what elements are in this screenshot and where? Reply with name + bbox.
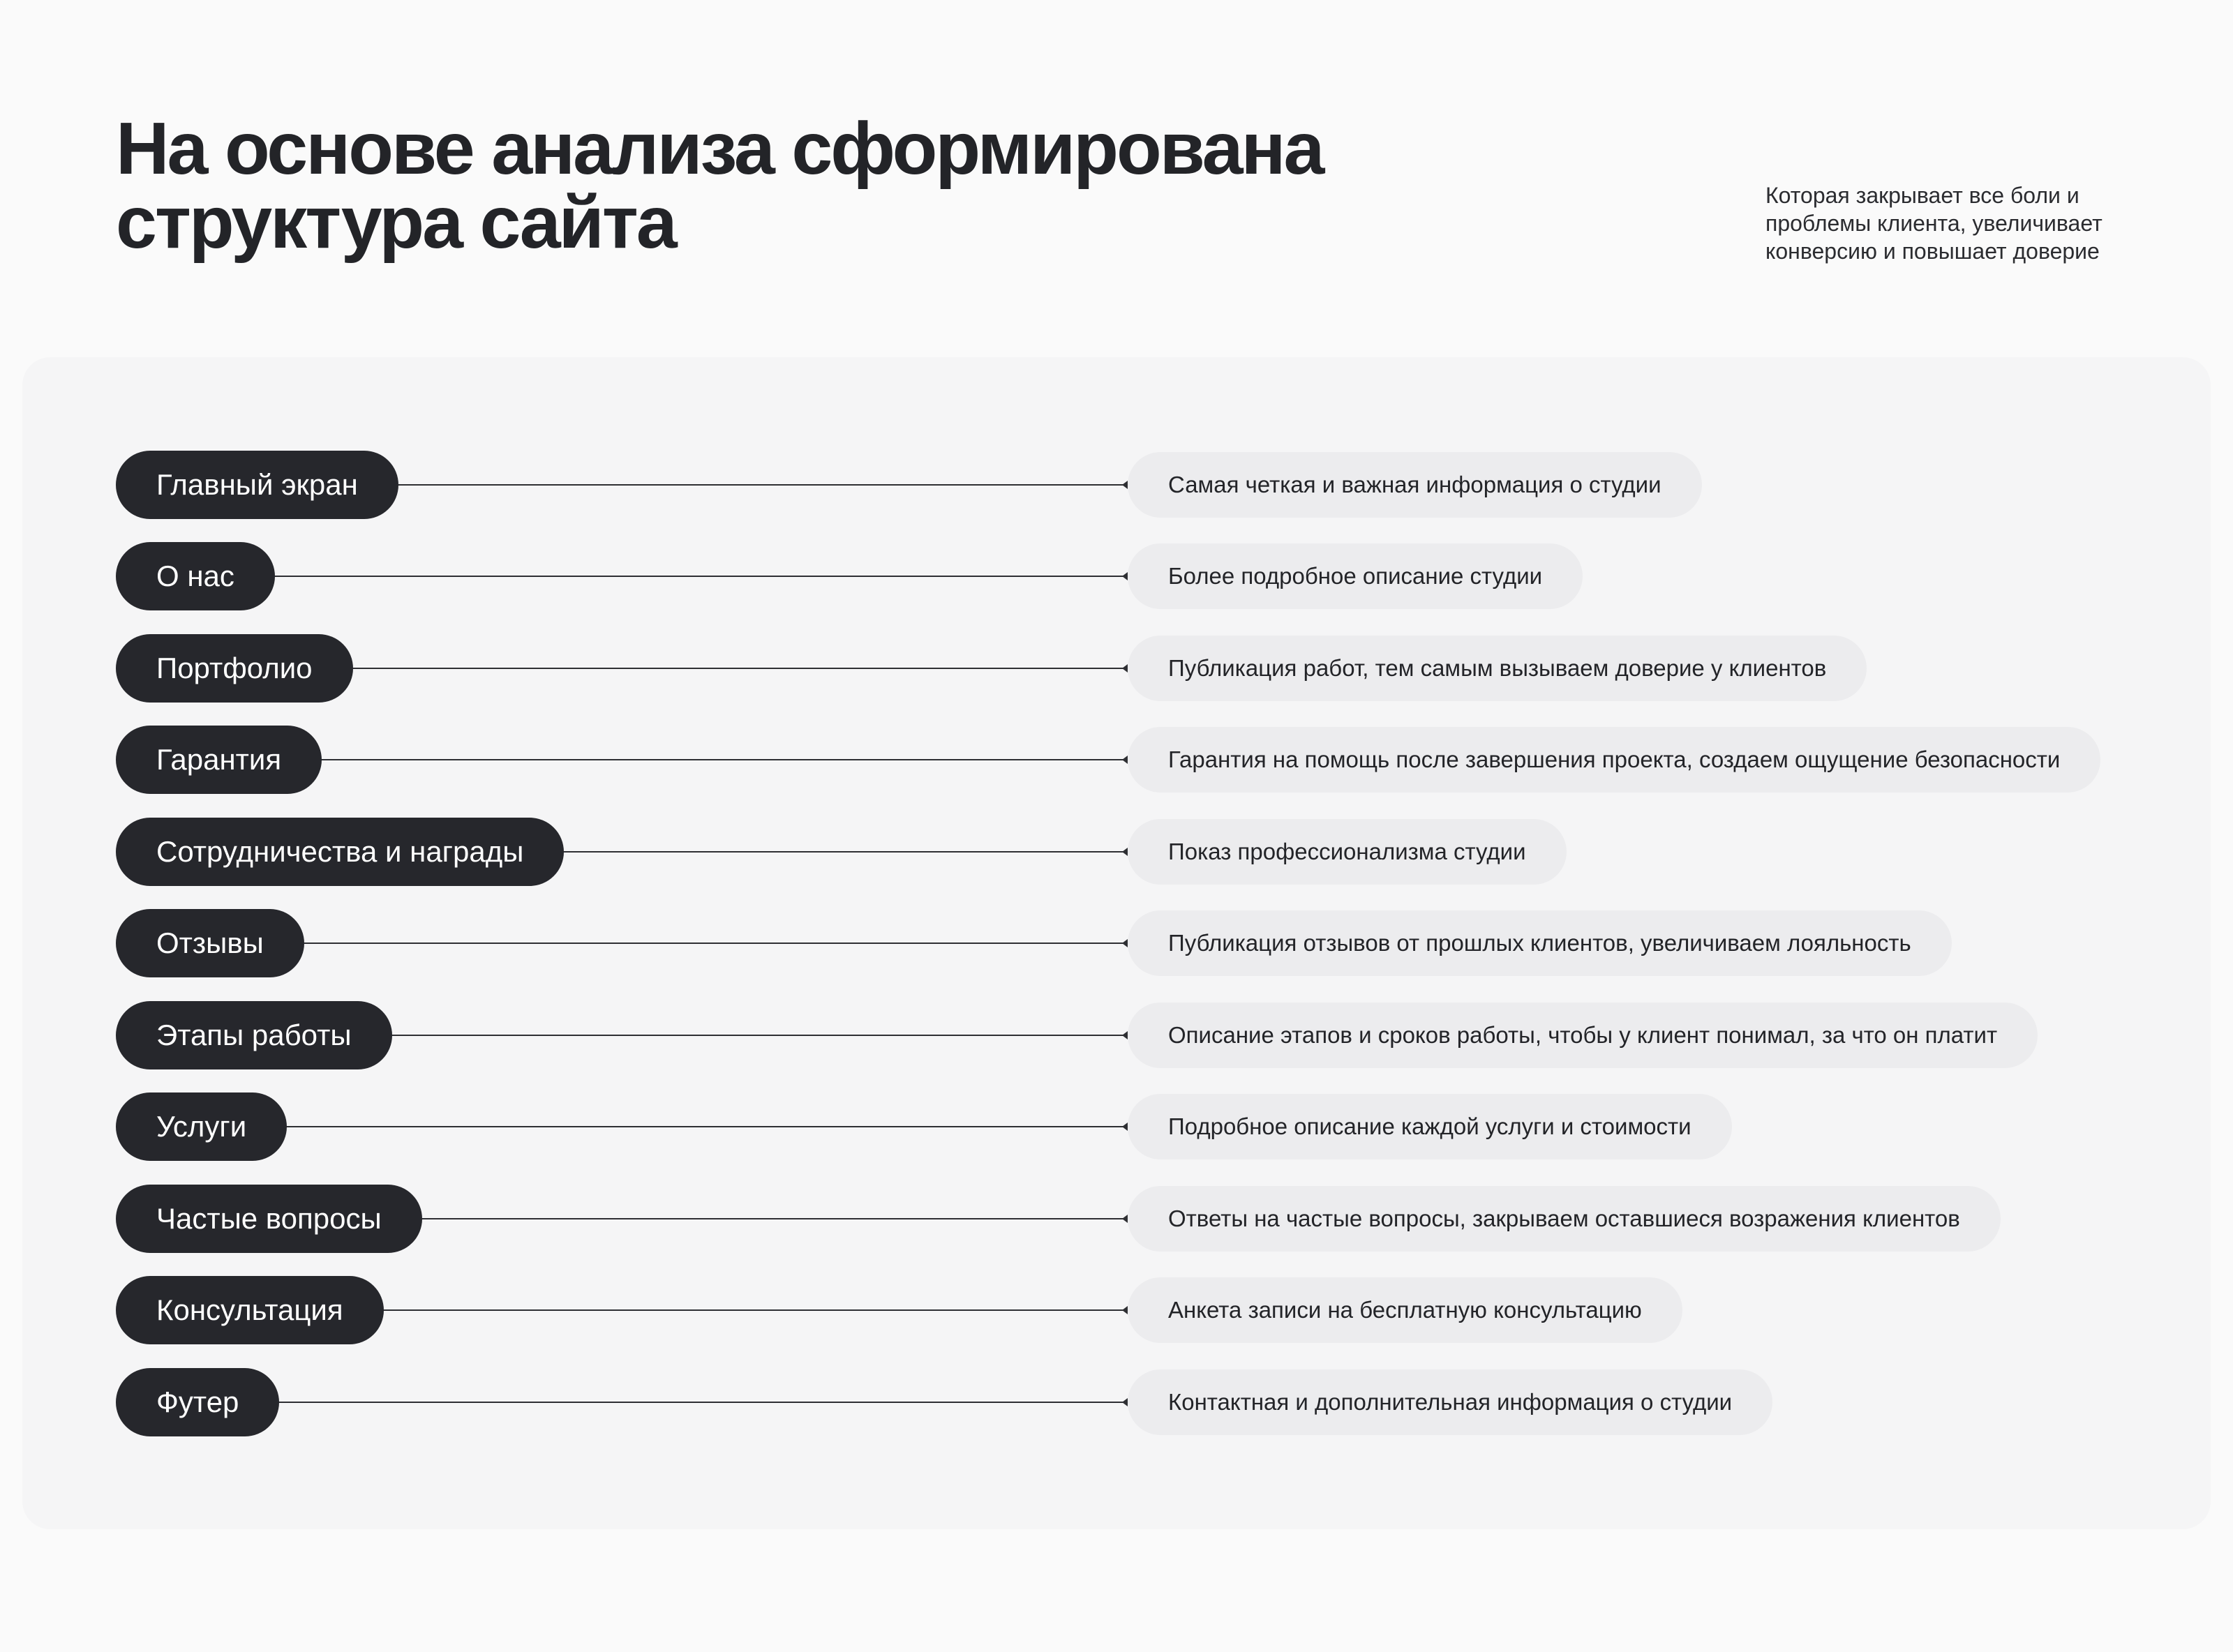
section-pill-about: О нас — [116, 542, 275, 610]
section-pill-consultation: Консультация — [116, 1276, 384, 1344]
page-title — [116, 107, 1442, 264]
connector-arrowhead — [1122, 1122, 1128, 1131]
page-subtitle — [1765, 181, 2142, 265]
structure-row-footer — [22, 1368, 2211, 1436]
description-pill-about: Более подробное описание студии — [1128, 543, 1583, 609]
connector-arrowhead — [1122, 1306, 1128, 1314]
structure-row-partnerships-awards — [22, 818, 2211, 886]
connector-arrowhead — [1122, 756, 1128, 764]
structure-row-work-stages — [22, 1001, 2211, 1069]
structure-row-main-screen — [22, 451, 2211, 519]
connector-line — [232, 1402, 1153, 1403]
description-pill-faq: Ответы на частые вопросы, закрываем оставшиеся возражения клиентов — [1128, 1186, 2001, 1252]
description-pill-consultation: Анкета записи на бесплатную консультацию — [1128, 1277, 1682, 1343]
connector-arrowhead — [1122, 1215, 1128, 1223]
connector-arrowhead — [1122, 848, 1128, 856]
connector-arrowhead — [1122, 1031, 1128, 1039]
section-pill-partnerships-awards: Сотрудничества и награды — [116, 818, 564, 886]
page-title-line-1: На основе анализа сформирована — [116, 107, 1323, 190]
structure-row-reviews — [22, 909, 2211, 977]
section-pill-portfolio: Портфолио — [116, 634, 353, 703]
connector-line — [232, 943, 1153, 944]
page-title-line-2: структура сайта — [116, 181, 675, 264]
connector-arrowhead — [1122, 939, 1128, 947]
section-pill-faq: Частые вопросы — [116, 1185, 422, 1253]
section-pill-services: Услуги — [116, 1092, 287, 1161]
description-pill-work-stages: Описание этапов и сроков работы, чтобы у клиент понимал, за что он платит — [1128, 1003, 2038, 1068]
page-subtitle-line-1: Которая закрывает все боли и — [1765, 183, 2079, 208]
structure-row-guarantee — [22, 726, 2211, 794]
header — [116, 107, 1442, 264]
section-pill-guarantee: Гарантия — [116, 726, 322, 794]
connector-line — [232, 1126, 1153, 1127]
description-pill-footer: Контактная и дополнительная информация о студии — [1128, 1369, 1772, 1435]
section-pill-main-screen: Главный экран — [116, 451, 398, 519]
section-pill-footer: Футер — [116, 1368, 279, 1436]
structure-row-consultation — [22, 1276, 2211, 1344]
connector-arrowhead — [1122, 1398, 1128, 1406]
description-pill-partnerships-awards: Показ профессионализма студии — [1128, 819, 1567, 885]
description-pill-portfolio: Публикация работ, тем самым вызываем доверие у клиентов — [1128, 636, 1867, 701]
connector-line — [232, 668, 1153, 669]
description-pill-reviews: Публикация отзывов от прошлых клиентов, увеличиваем лояльность — [1128, 910, 1952, 976]
structure-row-about — [22, 542, 2211, 610]
section-pill-reviews: Отзывы — [116, 909, 304, 977]
description-pill-services: Подробное описание каждой услуги и стоимости — [1128, 1094, 1732, 1159]
description-pill-guarantee: Гарантия на помощь после завершения проекта, создаем ощущение безопасности — [1128, 727, 2100, 793]
page-subtitle-line-3: конверсию и повышает доверие — [1765, 239, 2100, 264]
section-pill-work-stages: Этапы работы — [116, 1001, 392, 1069]
connector-line — [232, 576, 1153, 577]
structure-row-services — [22, 1092, 2211, 1161]
structure-row-portfolio — [22, 634, 2211, 703]
site-structure-panel — [22, 357, 2211, 1529]
connector-arrowhead — [1122, 664, 1128, 673]
structure-row-faq — [22, 1185, 2211, 1253]
connector-line — [232, 759, 1153, 760]
description-pill-main-screen: Самая четкая и важная информация о студии — [1128, 452, 1702, 518]
page-subtitle-line-2: проблемы клиента, увеличивает — [1765, 211, 2103, 236]
connector-arrowhead — [1122, 572, 1128, 580]
connector-arrowhead — [1122, 481, 1128, 489]
